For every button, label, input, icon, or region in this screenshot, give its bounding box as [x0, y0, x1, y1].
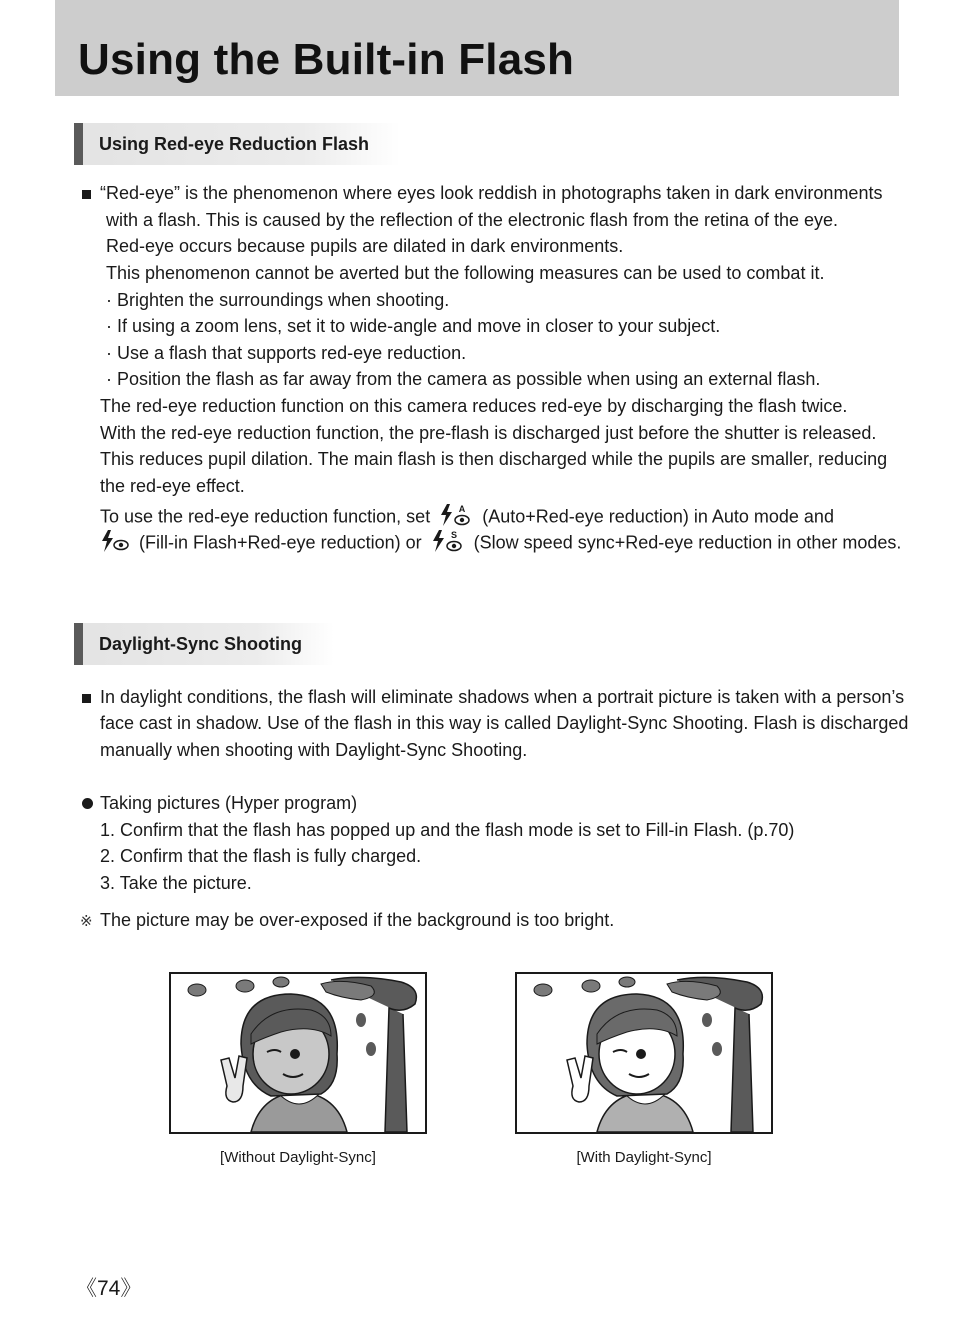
red-eye-measure-3: · Use a flash that supports red-eye reduction.: [106, 343, 467, 363]
illustration-without-daylight-sync: [169, 972, 427, 1134]
red-eye-line-2: with a flash. This is caused by the reflection of the electronic flash from the retina of the eye.: [106, 210, 839, 230]
usage-text-1b: (Auto+Red-eye reduction) in Auto mode and: [482, 506, 834, 527]
section-heading-bar: [74, 623, 83, 665]
section-heading-red-eye: [74, 123, 400, 165]
section-heading-daylight: [74, 623, 334, 665]
round-bullet-icon: [82, 798, 93, 809]
red-eye-line-12: the red-eye effect.: [100, 476, 245, 496]
page-title: Using the Built-in Flash: [78, 35, 575, 84]
red-eye-line-3: Red-eye occurs because pupils are dilated in dark environments.: [106, 236, 624, 256]
red-eye-measure-4: · Position the flash as far away from the camera as possible when using an external flash.: [106, 369, 821, 389]
square-bullet-icon: [82, 694, 91, 703]
square-bullet-icon: [82, 190, 91, 199]
daylight-intro-line-1: In daylight conditions, the flash will eliminate shadows when a portrait picture is taken with a person’s: [100, 687, 905, 707]
caption-with-daylight-sync: [With Daylight-Sync]: [576, 1149, 712, 1166]
section-heading-label: Daylight-Sync Shooting: [99, 634, 303, 654]
red-eye-line-11: This reduces pupil dilation. The main flash is then discharged while the pupils are smaller, reducing: [100, 449, 888, 469]
note-text: The picture may be over-exposed if the background is too bright.: [100, 910, 615, 930]
red-eye-line-1: “Red-eye” is the phenomenon where eyes look reddish in photographs taken in dark environments: [100, 183, 883, 203]
red-eye-measure-2: · If using a zoom lens, set it to wide-angle and move in closer to your subject.: [106, 316, 721, 336]
page-number: 《74》: [76, 1277, 142, 1300]
auto-letter: A: [458, 504, 466, 514]
usage-text-1a: To use the red-eye reduction function, set: [100, 506, 431, 527]
step-2: 2. Confirm that the flash is fully charged.: [100, 846, 422, 866]
slow-letter: S: [450, 530, 457, 540]
steps-title: Taking pictures (Hyper program): [100, 793, 358, 813]
daylight-intro-line-2: face cast in shadow. Use of the flash in this way is called Daylight-Sync Shooting. Flash is discharged: [100, 713, 909, 733]
red-eye-line-10: With the red-eye reduction function, the pre-flash is discharged just before the shutter is released.: [100, 423, 877, 443]
red-eye-measure-1: · Brighten the surroundings when shooting.: [106, 290, 450, 310]
red-eye-usage-line-2: [100, 529, 901, 559]
step-1: 1. Confirm that the flash has popped up and the flash mode is set to Fill-in Flash. (p.70): [100, 820, 795, 840]
section-heading-label: Using Red-eye Reduction Flash: [99, 134, 370, 154]
red-eye-line-9: The red-eye reduction function on this camera reduces red-eye by discharging the flash twice.: [100, 396, 848, 416]
flash-fill-in-red-eye-icon: [100, 529, 130, 559]
reference-mark-icon: ※: [80, 913, 93, 930]
usage-text-2b: (Slow speed sync+Red-eye reduction in other modes.: [473, 532, 902, 553]
section-heading-bar: [74, 123, 83, 165]
usage-text-2a: (Fill-in Flash+Red-eye reduction) or: [139, 532, 422, 553]
daylight-intro-line-3: manually when shooting with Daylight-Sync Shooting.: [100, 740, 528, 760]
step-3: 3. Take the picture.: [100, 873, 252, 893]
red-eye-line-4: This phenomenon cannot be averted but the following measures can be used to combat it.: [106, 263, 825, 283]
flash-slow-sync-red-eye-icon: [431, 529, 465, 559]
illustration-with-daylight-sync: [515, 972, 773, 1134]
caption-without-daylight-sync: [Without Daylight-Sync]: [220, 1149, 376, 1166]
